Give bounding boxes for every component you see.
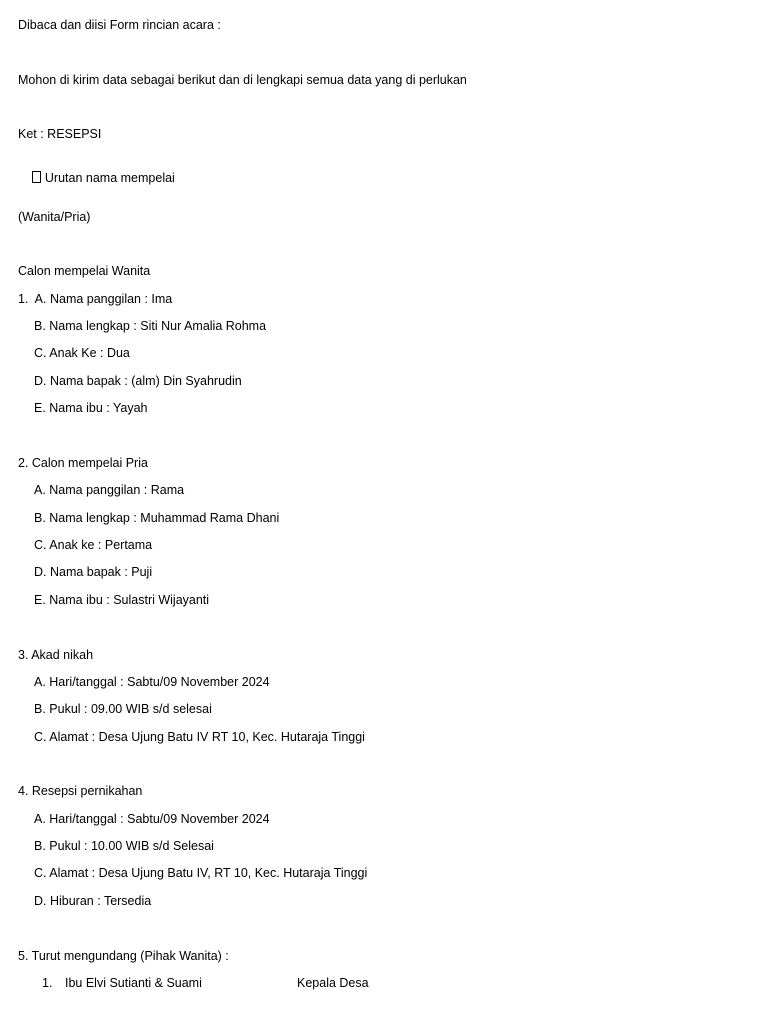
resepsi-heading: 4. Resepsi pernikahan bbox=[18, 784, 143, 798]
groom-item: B. Nama lengkap : Muhammad Rama Dhani bbox=[34, 511, 280, 525]
turut-row-number: 1. bbox=[42, 976, 53, 990]
akad-item: A. Hari/tanggal : Sabtu/09 November 2024 bbox=[34, 675, 270, 689]
order-line bbox=[18, 154, 175, 202]
ket-text: Ket : RESEPSI bbox=[18, 127, 102, 141]
bride-item: E. Nama ibu : Yayah bbox=[34, 401, 148, 415]
akad-item: C. Alamat : Desa Ujung Batu IV RT 10, Kec. Hutaraja Tinggi bbox=[34, 730, 365, 744]
groom-item: D. Nama bapak : Puji bbox=[34, 565, 153, 579]
resepsi-item: B. Pukul : 10.00 WIB s/d Selesai bbox=[34, 839, 214, 853]
resepsi-item: A. Hari/tanggal : Sabtu/09 November 2024 bbox=[34, 812, 270, 826]
groom-item: A. Nama panggilan : Rama bbox=[34, 483, 185, 497]
bride-item: D. Nama bapak : (alm) Din Syahrudin bbox=[34, 374, 242, 388]
bride-heading: Calon mempelai Wanita bbox=[18, 264, 151, 278]
akad-item: B. Pukul : 09.00 WIB s/d selesai bbox=[34, 702, 212, 716]
groom-item: E. Nama ibu : Sulastri Wijayanti bbox=[34, 593, 210, 607]
bride-item: C. Anak Ke : Dua bbox=[34, 346, 130, 360]
turut-row-name: Ibu Elvi Sutianti & Suami bbox=[65, 976, 202, 990]
turut-heading: 5. Turut mengundang (Pihak Wanita) : bbox=[18, 949, 229, 963]
request-text: Mohon di kirim data sebagai berikut dan di lengkapi semua data yang di perlukan bbox=[18, 73, 467, 87]
bride-item-a: 1. A. Nama panggilan : Ima bbox=[18, 292, 173, 306]
order-label: Urutan nama mempelai bbox=[44, 171, 175, 185]
bride-item: B. Nama lengkap : Siti Nur Amalia Rohma bbox=[34, 319, 267, 333]
groom-heading: 2. Calon mempelai Pria bbox=[18, 456, 148, 470]
turut-row-title: Kepala Desa bbox=[297, 976, 369, 990]
resepsi-item: C. Alamat : Desa Ujung Batu IV, RT 10, Kec. Hutaraja Tinggi bbox=[34, 866, 368, 880]
checkbox-glyph-icon bbox=[32, 171, 41, 183]
intro-text: Dibaca dan diisi Form rincian acara : bbox=[18, 18, 221, 32]
groom-item: C. Anak ke : Pertama bbox=[34, 538, 153, 552]
resepsi-item: D. Hiburan : Tersedia bbox=[34, 894, 152, 908]
akad-heading: 3. Akad nikah bbox=[18, 648, 94, 662]
order-note: (Wanita/Pria) bbox=[18, 210, 91, 224]
